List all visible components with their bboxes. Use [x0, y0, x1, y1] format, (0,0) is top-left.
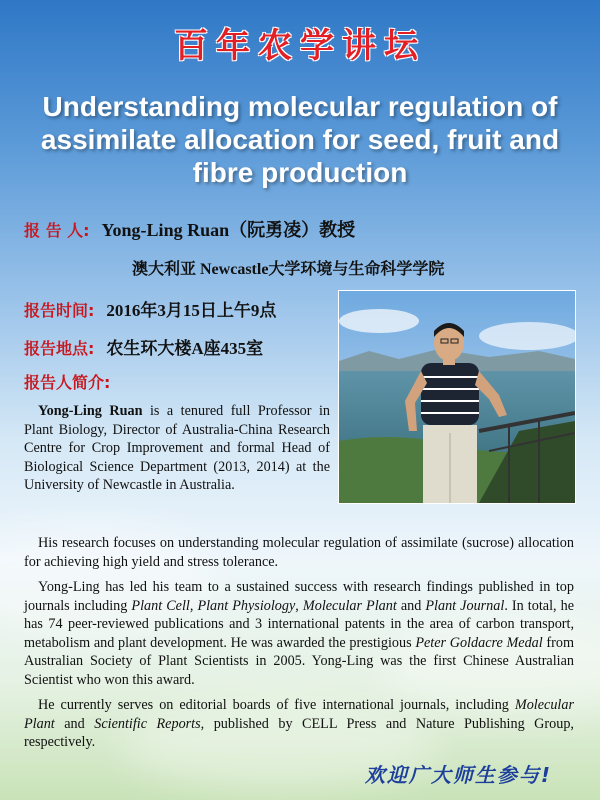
- bio-p3-text-a: Yong-Ling has led his team to a sustained success with research findings published in top journals including: [24, 579, 574, 614]
- place-value: 农生环大楼A座435室: [106, 339, 264, 358]
- bio-label: 报告人简介:: [24, 373, 111, 392]
- bio-p3-text-b: . In total, he has 74 peer-reviewed publications and 3 international patents in the area of carbon transport, metabolism and plant development. He was awarded the prestigious: [24, 597, 575, 651]
- welcome-text: 欢迎广大师生参与!: [364, 763, 552, 787]
- time-label: 报告时间:: [24, 301, 95, 320]
- journal-scientific-reports: Scientific Reports: [94, 715, 201, 732]
- award-medal: Peter Goldacre Medal: [415, 634, 543, 651]
- talk-title: Understanding molecular regulation of assimilate allocation for seed, fruit and fibre production: [40, 91, 560, 188]
- journal-molecular-plant: Molecular Plant: [302, 597, 397, 614]
- speaker-label: 报 告 人:: [24, 221, 90, 240]
- bio-p1-text: is a tenured full Professor in Plant Biology, Director of Australia-China Research Centre for Crop Improvement and formal Head of Biological Science Department (2013, 2014) at the University of Newcastle in Australia.: [24, 403, 330, 493]
- speaker-name: Yong-Ling Ruan（阮勇凌）教授: [101, 220, 356, 240]
- bio-paragraph-4: [24, 696, 574, 752]
- journal-plant-cell: Plant Cell: [131, 597, 190, 614]
- journal-plant-journal: Plant Journal: [425, 597, 505, 614]
- bio-paragraph-2: His research focuses on understanding molecular regulation of assimilate (sucrose) allocation for achieving high yield and stress tolerance.: [24, 535, 574, 570]
- bio-p3-and: and: [396, 597, 426, 614]
- bio-label-row: [24, 370, 110, 393]
- place-row: [24, 334, 263, 359]
- speaker-photo: [338, 290, 576, 504]
- series-title: 百年农学讲坛: [174, 26, 426, 66]
- bio-p3-sep2: ,: [295, 597, 303, 614]
- speaker-photo-image: [339, 291, 575, 503]
- bio-speaker-name: Yong-Ling Ruan: [38, 403, 143, 419]
- journal-molecular-plant-2: Molecular Plant: [24, 697, 574, 732]
- time-row: [24, 296, 276, 321]
- bio-p4-text-a: He currently serves on editorial boards of five international journals, including: [38, 697, 515, 713]
- bio-paragraph-3: [24, 578, 574, 689]
- bio-body: [24, 534, 574, 759]
- bio-paragraph-1: [24, 402, 330, 502]
- affiliation-row: [132, 256, 444, 279]
- bio-p3-text-c: from Australian Society of Plant Scientists in 2005. Yong-Ling was the first Chinese Australian Scientist who won this award.: [24, 634, 574, 688]
- place-label: 报告地点:: [24, 339, 95, 358]
- journal-plant-physiology: Plant Physiology: [197, 597, 296, 614]
- time-value: 2016年3月15日上午9点: [106, 301, 277, 320]
- speaker-row: [24, 216, 355, 242]
- speaker-affiliation: 澳大利亚 Newcastle大学环境与生命科学学院: [132, 261, 445, 278]
- bio-p4-and: and: [54, 715, 95, 732]
- bio-p3-sep1: ,: [189, 597, 198, 614]
- bio-p4-text-b: , published by CELL Press and Nature Publishing Group, respectively.: [24, 715, 574, 750]
